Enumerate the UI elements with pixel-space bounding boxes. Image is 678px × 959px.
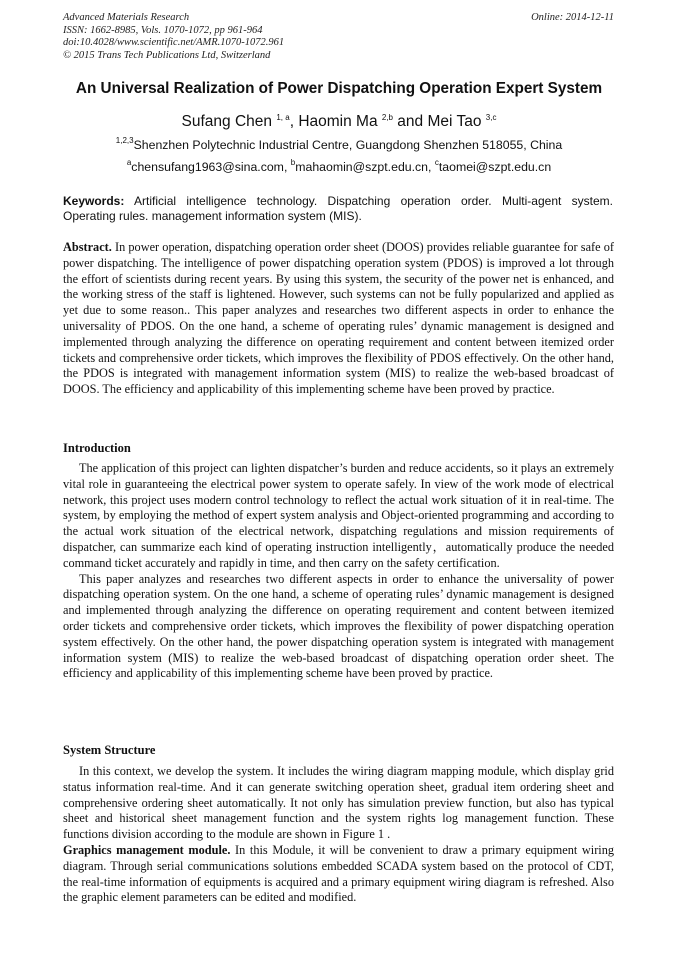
- graphics-module-label: Graphics management module.: [63, 842, 231, 857]
- graphics-module-text: In this Module, it will be convenient to draw a primary equipment wiring diagram. Through serial communications solutions embedded SCADA system based on the protocol of CDT, the real-time information of equipments is acquired and a primary equipment wiring diagram is refreshed. Also the graphic element parameters can be edited and modified.: [63, 842, 615, 905]
- author-name: Sufang Chen: [181, 113, 273, 130]
- email-address[interactable]: mahaomin@szpt.edu.cn: [295, 160, 429, 174]
- affiliation-text: Shenzhen Polytechnic Industrial Centre, Guangdong Shenzhen 518055, China: [133, 138, 563, 152]
- email-address[interactable]: taomei@szpt.edu.cn: [438, 160, 552, 174]
- author-superscript: 3,c: [485, 113, 497, 122]
- keywords-label: Keywords:: [63, 194, 125, 208]
- system-structure-body: [63, 764, 614, 906]
- introduction-body: [63, 461, 614, 682]
- online-date: Online: 2014-12-11: [531, 12, 614, 23]
- affiliation-superscript: 1,2,3: [115, 136, 134, 145]
- abstract: [63, 240, 614, 398]
- journal-doi: doi:10.4028/www.scientific.net/AMR.1070-1072.961: [63, 37, 285, 48]
- journal-header: [63, 12, 284, 62]
- author-separator: ,: [289, 113, 299, 130]
- system-structure-paragraph: In this context, we develop the system. It includes the wiring diagram mapping module, which display grid status information real-time. And it can generate switching operation sheet, gradual item ordering sheet and comprehensive ordering sheet automatically. It not only has simulation preview function, but also has typical sheet and historical sheet management function and the system rights log management function. These functions division according to the module are shown in Figure 1 .: [63, 764, 614, 842]
- journal-name: Advanced Materials Research: [63, 12, 190, 23]
- author-separator: and: [393, 113, 428, 130]
- author-superscript: 2,b: [381, 113, 393, 122]
- keywords-text: Artificial intelligence technology. Dispatching operation order. Multi-agent system. Operating rules. management information system (MIS).: [63, 194, 613, 223]
- introduction-heading: Introduction: [63, 441, 131, 455]
- paper-title: An Universal Realization of Power Dispatching Operation Expert System: [75, 80, 603, 97]
- introduction-paragraph: The application of this project can lighten dispatcher’s burden and reduce accidents, so it plays an extremely vital role in guaranteeing the electrical power system to operate safely. In view of the work mode of electrical network, this project uses modern control technology to reflect the actual work situation of it in real-time. The system, by employing the method of expert system analysis and Object-oriented programming and according to the actual work situation of the electrical network, dispatching regulations and mission requirements of dispatcher, can summarize each kind of operating instruction intelligently，automatically produce the needed command ticket accurately and rapidly in time, and then carry on the safety certification.: [63, 461, 614, 570]
- journal-issn: ISSN: 1662-8985, Vols. 1070-1072, pp 961-964: [63, 24, 263, 36]
- keywords: [63, 194, 613, 224]
- abstract-text: In power operation, dispatching operation order sheet (DOOS) provides reliable guarantee for safe of power dispatching. The intelligence of power dispatching operation system (PDOS) is improved a lot through the effort of scientists during recent years. By using this system, the security of the power net is enhanced, and the working stress of the staff is lightened. However, such systems can not be fully popularized and applied as yet due to some reason.. This paper analyzes and researches two different aspects in order to enhance the universality of PDOS. On the one hand, a scheme of operating rules’ dynamic management is designed and implemented through analyzing the difference on operating requirement and content between itemized order tickets and comprehensive order tickets, which improves the flexibility of PDOS effectively. On the other hand, the PDOS is integrated with management information system (MIS) to realize the web-based broadcast of DOOS. The efficiency and applicability of this implementing scheme have been proved by practice.: [63, 240, 614, 397]
- journal-copyright: © 2015 Trans Tech Publications Ltd, Switzerland: [63, 49, 271, 61]
- email-superscript: a: [126, 158, 132, 167]
- author-name: Mei Tao: [427, 113, 482, 130]
- affiliation: [40, 137, 638, 153]
- email-address[interactable]: chensufang1963@sina.com: [131, 160, 284, 174]
- introduction-paragraph: This paper analyzes and researches two different aspects in order to enhance the universality of power dispatching operation system. On the one hand, a scheme of operating rules’ dynamic management is designed and implemented through analyzing the difference on operating requirement and content between itemized order tickets and comprehensive order tickets, which improves the flexibility of power dispatching operation system effectively. On the other hand, the power dispatching operation system is integrated with management information system (MIS) to realize the web-based broadcast of dispatching operation order sheet. The efficiency and applicability of this implementing scheme have been proved by practice.: [63, 571, 614, 681]
- email-superscript: b: [290, 158, 296, 167]
- author-list: [40, 112, 638, 132]
- author-name: Haomin Ma: [298, 113, 378, 130]
- abstract-label: Abstract.: [63, 240, 112, 254]
- system-structure-heading: System Structure: [63, 743, 156, 757]
- email-superscript: c: [434, 158, 439, 167]
- author-superscript: 1, a: [276, 113, 290, 122]
- author-emails: $^a$chensufang1963@sina.com, $^b$mahaomin@szpt.edu.cn, $^c$taomei@szpt.edu.cn: [126, 158, 552, 174]
